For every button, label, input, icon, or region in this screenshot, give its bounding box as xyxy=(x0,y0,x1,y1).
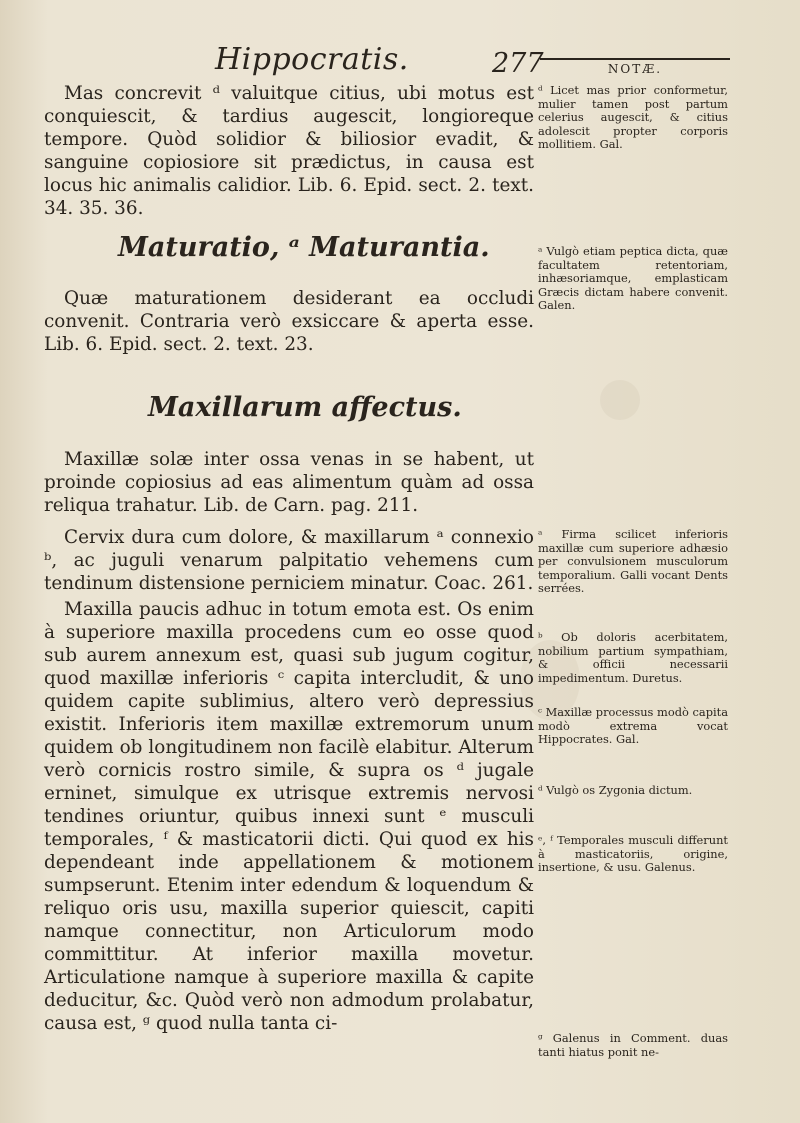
paragraph-cervix-dura xyxy=(44,526,534,595)
note-text: ᶜ Maxillæ processus modò capita modò extrema vocat Hippocrates. Gal. xyxy=(538,705,728,746)
note-c-maxillae-processus xyxy=(538,706,728,747)
paragraph-mas-concrevit xyxy=(44,82,534,220)
paragraph-text: Cervix dura cum dolore, & maxillarum ᵃ connexio ᵇ, ac juguli venarum palpitatio vehemens cum tendinum distensione perniciem minatur. Coac. 261. xyxy=(44,527,534,594)
paragraph-text: Mas concrevit ᵈ valuitque citius, ubi motus est conquiescit, & tardius augescit, longioreque tempore. Quòd solidior & biliosior evadit, & sanguine copiosiore sit prædictus, in causa est locus hic animalis calidior. Lib. 6. Epid. sect. 2. text. 34. 35. 36. xyxy=(44,83,534,219)
paragraph-text: Maxilla paucis adhuc in totum emota est. Os enim à superiore maxilla procedens cum eo osse quod sub aurem annexum est, quasi sub jugum cogitur, quod maxillæ inferioris ᶜ capita intercludit, & uno quidem capite sublimius, altero verò depressius existit. Inferioris item maxillæ extremorum unum quidem ob longitudinem non facilè elabitur. Alterum verò cornicis rostro simile, & supra os ᵈ jugale erninet, simulque ex utrisque extremis nervosi tendines oriuntur, quibus innexi sunt ᵉ musculi temporales, ᶠ & masticatorii dicti. Qui quod ex his dependeant inde appellationem & motionem sumpserunt. Etenim inter edendum & loquendum & reliquo oris usu, maxilla superior quiescit, capiti namque connectitur, non Articulorum modo committitur. At inferior maxilla movetur. Articulatione namque à superiore maxilla & capite deducitur, &c. Quòd verò non admodum prolabatur, causa est, ᵍ quod nulla tanta ci- xyxy=(44,599,534,1034)
note-g-galenus xyxy=(538,1032,728,1059)
note-d-zygonia xyxy=(538,784,728,798)
paragraph-text: Maxillæ solæ inter ossa venas in se habent, ut proinde copiosius ad eas alimentum quàm ad ossa reliqua trahatur. Lib. de Carn. pag. 211. xyxy=(44,449,534,516)
paragraph-maturatio xyxy=(44,287,534,356)
note-text: ᵃ Firma scilicet inferioris maxillæ cum superiore adhæsio per convulsionem musculorum temporalium. Galli vocant Dents serrées. xyxy=(538,527,728,595)
heading-maturatio: Maturatio, ᵃ Maturantia. xyxy=(118,232,490,263)
note-text: ᵈ Licet mas prior conformetur, mulier tamen post partum celerius augescit, & citius adolescit propter corporis mollitiem. Gal. xyxy=(538,83,728,151)
paragraph-maxillae-solae xyxy=(44,448,534,517)
note-text: ᵉ, ᶠ Temporales musculi differunt à masticatoriis, origine, insertione, & usu. Galenus. xyxy=(538,833,728,874)
notes-column-label: NOTÆ. xyxy=(540,58,730,76)
paper-stain xyxy=(600,380,640,420)
note-text: ᵈ Vulgò os Zygonia dictum. xyxy=(538,783,693,797)
note-a-firma xyxy=(538,528,728,596)
paragraph-text: Quæ maturationem desiderant ea occludi convenit. Contraria verò exsiccare & aperta esse. Lib. 6. Epid. sect. 2. text. 23. xyxy=(44,288,534,355)
paragraph-maxilla-paucis xyxy=(44,598,534,1035)
heading-maxillarum-affectus: Maxillarum affectus. xyxy=(148,392,462,423)
note-d-licet-mas xyxy=(538,84,728,152)
note-b-doloris xyxy=(538,631,728,685)
running-head-title: Hippocratis. xyxy=(215,42,409,77)
note-text: ᵃ Vulgò etiam peptica dicta, quæ facultatem retentoriam, inhæsoriamque, emplasticam Græcis dictam habere convenit. Galen. xyxy=(538,244,728,312)
note-a-vulgo-peptica xyxy=(538,245,728,313)
note-e-f-temporales xyxy=(538,834,728,875)
page-number: 277 xyxy=(492,48,544,79)
note-text: ᵍ Galenus in Comment. duas tanti hiatus ponit ne- xyxy=(538,1031,728,1059)
note-text: ᵇ Ob doloris acerbitatem, nobilium partium sympathiam, & officii necessarii impedimentum. Duretus. xyxy=(538,630,728,685)
